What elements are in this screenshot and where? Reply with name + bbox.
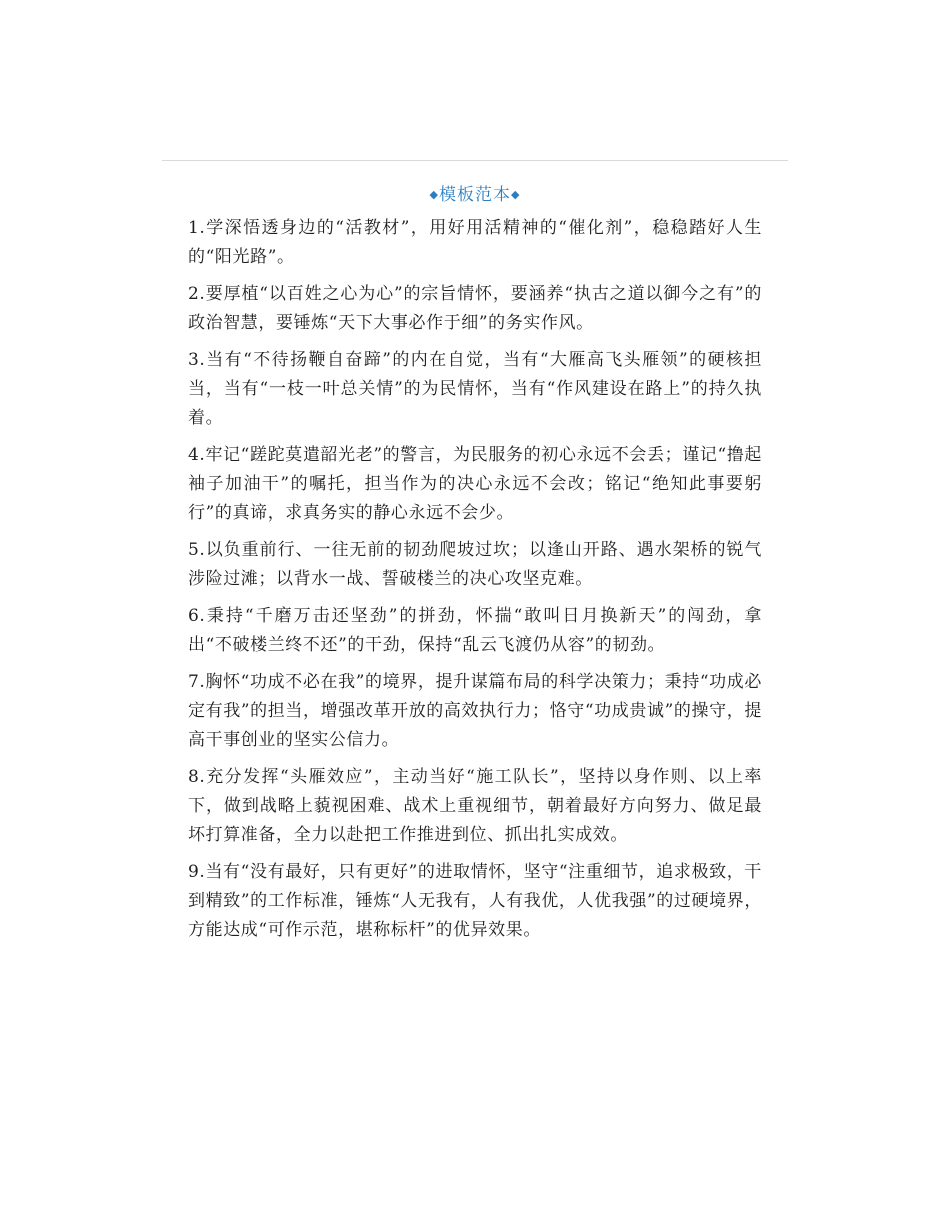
item-list	[188, 214, 762, 953]
list-item-9: 9.当有“没有最好，只有更好”的进取情怀，坚守“注重细节，追求极致，干到精致”的工作标准，锤炼“人无我有，人有我优，人优我强”的过硬境界，方能达成“可作示范，堪称标杆”的优异效果。	[188, 862, 762, 940]
list-item-4: 4.牢记“蹉跎莫遣韶光老”的警言，为民服务的初心永远不会丢；谨记“撸起袖子加油干”的嘱托，担当作为的决心永远不会改；铭记“绝知此事要躬行”的真谛，求真务实的静心永远不会少。	[188, 445, 762, 523]
list-item-1: 1.学深悟透身边的“活教材”，用好用活精神的“催化剂”，稳稳踏好人生的“阳光路”。	[188, 218, 762, 267]
heading-text: 模板范本	[439, 185, 511, 205]
section-heading	[188, 182, 762, 208]
list-item-5: 5.以负重前行、一往无前的韧劲爬坡过坎；以逢山开路、遇水架桥的锐气涉险过滩；以背水一战、誓破楼兰的决心攻坚克难。	[188, 540, 762, 589]
list-item-7: 7.胸怀“功成不必在我”的境界，提升谋篇布局的科学决策力；秉持“功成必定有我”的担当，增强改革开放的高效执行力；恪守“功成贵诚”的操守，提高干事创业的坚实公信力。	[188, 672, 762, 750]
list-item-2: 2.要厚植“以百姓之心为心”的宗旨情怀，要涵养“执古之道以御今之有”的政治智慧，要锤炼“天下大事必作于细”的务实作风。	[188, 284, 762, 333]
list-item-6: 6.秉持“千磨万击还坚劲”的拼劲，怀揣“敢叫日月换新天”的闯劲，拿出“不破楼兰终不还”的干劲，保持“乱云飞渡仍从容”的韧劲。	[188, 606, 762, 655]
list-item-3: 3.当有“不待扬鞭自奋蹄”的内在自觉，当有“大雁高飞头雁领”的硬核担当，当有“一枝一叶总关情”的为民情怀，当有“作风建设在路上”的持久执着。	[188, 350, 762, 428]
top-divider	[162, 160, 788, 161]
list-item-8: 8.充分发挥“头雁效应”，主动当好“施工队长”，坚持以身作则、以上率下，做到战略上藐视困难、战术上重视细节，朝着最好方向努力、做足最坏打算准备，全力以赴把工作推进到位、抓出扎实成效。	[188, 767, 762, 845]
diamond-right-icon: ◆	[511, 188, 521, 201]
diamond-left-icon: ◆	[429, 188, 439, 201]
